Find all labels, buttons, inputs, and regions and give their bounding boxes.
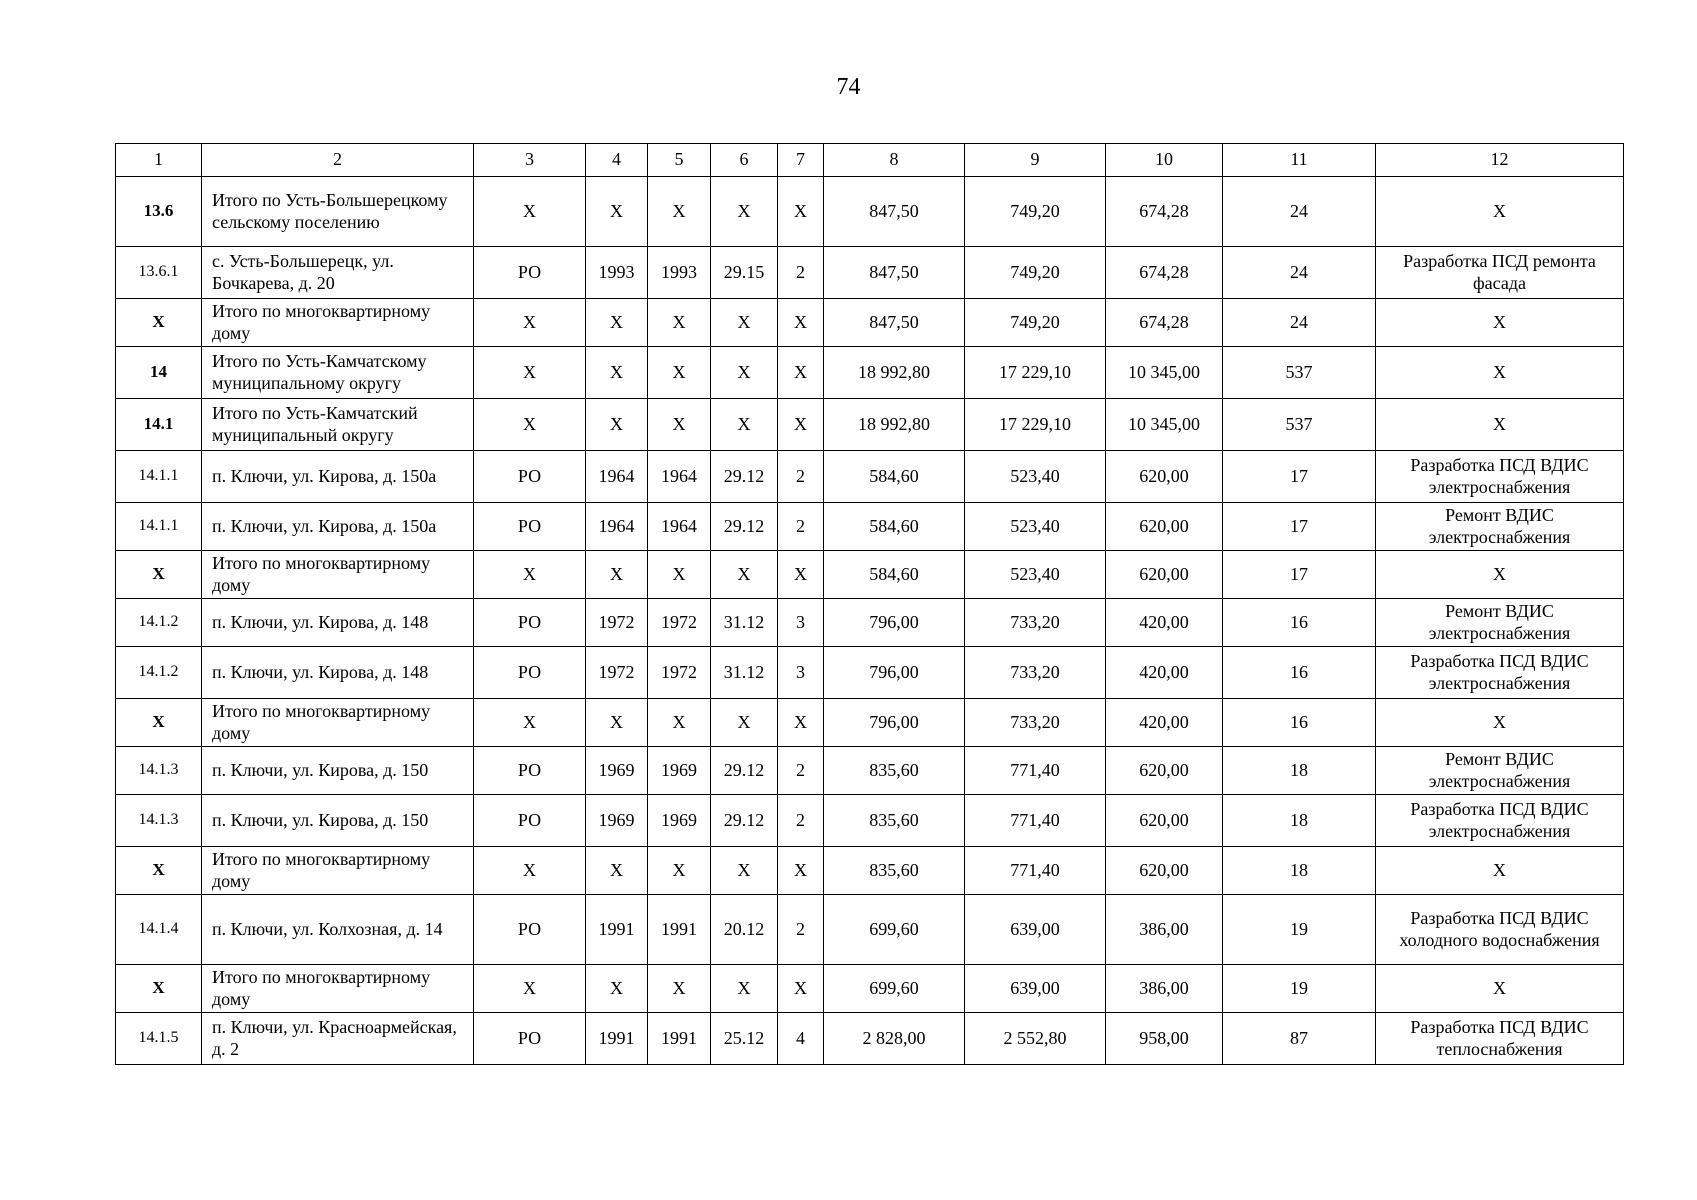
residents-cell: 24 xyxy=(1223,177,1376,247)
column-number: 4 xyxy=(586,144,648,177)
method-cell: Х xyxy=(474,847,586,895)
living-area-cell: 733,20 xyxy=(965,647,1106,699)
address-cell: п. Ключи, ул. Колхозная, д. 14 xyxy=(202,895,474,965)
total-area-cell: 847,50 xyxy=(824,247,965,299)
year-built-cell: 1991 xyxy=(586,1013,648,1065)
table-row xyxy=(116,451,1624,503)
item-number-cell: 14.1.2 xyxy=(116,599,202,647)
address-cell: с. Усть-Большерецк, ул. Бочкарева, д. 20 xyxy=(202,247,474,299)
table-row-subtotal xyxy=(116,965,1624,1013)
year-built-cell: 1969 xyxy=(586,747,648,795)
total-area-cell: 18 992,80 xyxy=(824,347,965,399)
total-area-cell: 584,60 xyxy=(824,551,965,599)
non-living-area-cell: 386,00 xyxy=(1106,965,1223,1013)
address-cell: Итого по многоквартирному дому xyxy=(202,847,474,895)
year-built-cell: Х xyxy=(586,399,648,451)
non-living-area-cell: 10 345,00 xyxy=(1106,347,1223,399)
living-area-cell: 771,40 xyxy=(965,847,1106,895)
column-number: 6 xyxy=(711,144,778,177)
address-cell: п. Ключи, ул. Кирова, д. 150 xyxy=(202,747,474,795)
work-type-cell: Х xyxy=(1376,399,1624,451)
address-cell: Итого по многоквартирному дому xyxy=(202,699,474,747)
column-number: 11 xyxy=(1223,144,1376,177)
non-living-area-cell: 674,28 xyxy=(1106,247,1223,299)
address-cell: Итого по Усть-Камчатский муниципальный округу xyxy=(202,399,474,451)
item-number-cell: Х xyxy=(116,699,202,747)
address-cell: п. Ключи, ул. Красноармейская, д. 2 xyxy=(202,1013,474,1065)
year-built-cell: Х xyxy=(586,551,648,599)
address-cell: п. Ключи, ул. Кирова, д. 148 xyxy=(202,599,474,647)
table-row xyxy=(116,795,1624,847)
column-number: 12 xyxy=(1376,144,1624,177)
address-cell: п. Ключи, ул. Кирова, д. 148 xyxy=(202,647,474,699)
floors-cell: 2 xyxy=(778,503,824,551)
table-row-subtotal xyxy=(116,177,1624,247)
method-cell: РО xyxy=(474,895,586,965)
non-living-area-cell: 620,00 xyxy=(1106,551,1223,599)
item-number-cell: 14.1.3 xyxy=(116,795,202,847)
year-commissioned-cell: Х xyxy=(648,399,711,451)
total-area-cell: 584,60 xyxy=(824,503,965,551)
column-number: 10 xyxy=(1106,144,1223,177)
year-commissioned-cell: 1972 xyxy=(648,599,711,647)
wall-material-cell: Х xyxy=(711,965,778,1013)
residents-cell: 24 xyxy=(1223,299,1376,347)
work-type-cell: Х xyxy=(1376,177,1624,247)
year-commissioned-cell: 1964 xyxy=(648,503,711,551)
work-type-cell: Х xyxy=(1376,347,1624,399)
column-number: 2 xyxy=(202,144,474,177)
living-area-cell: 17 229,10 xyxy=(965,399,1106,451)
wall-material-cell: Х xyxy=(711,699,778,747)
method-cell: РО xyxy=(474,451,586,503)
total-area-cell: 835,60 xyxy=(824,747,965,795)
year-built-cell: Х xyxy=(586,347,648,399)
total-area-cell: 2 828,00 xyxy=(824,1013,965,1065)
method-cell: Х xyxy=(474,347,586,399)
residents-cell: 18 xyxy=(1223,747,1376,795)
year-commissioned-cell: Х xyxy=(648,551,711,599)
living-area-cell: 639,00 xyxy=(965,965,1106,1013)
table-row xyxy=(116,1013,1624,1065)
non-living-area-cell: 420,00 xyxy=(1106,599,1223,647)
method-cell: РО xyxy=(474,599,586,647)
table-row xyxy=(116,247,1624,299)
wall-material-cell: 29.12 xyxy=(711,795,778,847)
method-cell: Х xyxy=(474,399,586,451)
column-number: 5 xyxy=(648,144,711,177)
year-commissioned-cell: 1991 xyxy=(648,895,711,965)
floors-cell: 2 xyxy=(778,747,824,795)
wall-material-cell: 29.12 xyxy=(711,503,778,551)
wall-material-cell: 29.15 xyxy=(711,247,778,299)
floors-cell: 2 xyxy=(778,795,824,847)
table-row-subtotal xyxy=(116,699,1624,747)
item-number-cell: Х xyxy=(116,299,202,347)
work-type-cell: Х xyxy=(1376,551,1624,599)
wall-material-cell: 29.12 xyxy=(711,747,778,795)
non-living-area-cell: 420,00 xyxy=(1106,647,1223,699)
living-area-cell: 2 552,80 xyxy=(965,1013,1106,1065)
year-built-cell: 1964 xyxy=(586,503,648,551)
year-built-cell: 1964 xyxy=(586,451,648,503)
item-number-cell: Х xyxy=(116,551,202,599)
residents-cell: 537 xyxy=(1223,347,1376,399)
year-commissioned-cell: Х xyxy=(648,965,711,1013)
total-area-cell: 796,00 xyxy=(824,699,965,747)
year-commissioned-cell: 1969 xyxy=(648,795,711,847)
floors-cell: 3 xyxy=(778,647,824,699)
wall-material-cell: Х xyxy=(711,177,778,247)
wall-material-cell: Х xyxy=(711,399,778,451)
year-commissioned-cell: 1991 xyxy=(648,1013,711,1065)
item-number-cell: 14 xyxy=(116,347,202,399)
floors-cell: Х xyxy=(778,177,824,247)
living-area-cell: 639,00 xyxy=(965,895,1106,965)
non-living-area-cell: 620,00 xyxy=(1106,847,1223,895)
non-living-area-cell: 420,00 xyxy=(1106,699,1223,747)
living-area-cell: 749,20 xyxy=(965,247,1106,299)
residents-cell: 24 xyxy=(1223,247,1376,299)
capital-repair-table xyxy=(115,143,1624,1065)
floors-cell: Х xyxy=(778,965,824,1013)
table-row-subtotal xyxy=(116,847,1624,895)
floors-cell: Х xyxy=(778,699,824,747)
floors-cell: 3 xyxy=(778,599,824,647)
residents-cell: 19 xyxy=(1223,965,1376,1013)
living-area-cell: 771,40 xyxy=(965,795,1106,847)
non-living-area-cell: 10 345,00 xyxy=(1106,399,1223,451)
year-built-cell: Х xyxy=(586,177,648,247)
method-cell: РО xyxy=(474,1013,586,1065)
living-area-cell: 771,40 xyxy=(965,747,1106,795)
item-number-cell: 14.1.5 xyxy=(116,1013,202,1065)
total-area-cell: 18 992,80 xyxy=(824,399,965,451)
total-area-cell: 847,50 xyxy=(824,177,965,247)
wall-material-cell: 20.12 xyxy=(711,895,778,965)
work-type-cell: Х xyxy=(1376,299,1624,347)
total-area-cell: 796,00 xyxy=(824,647,965,699)
address-cell: Итого по многоквартирному дому xyxy=(202,551,474,599)
total-area-cell: 835,60 xyxy=(824,795,965,847)
method-cell: РО xyxy=(474,503,586,551)
year-commissioned-cell: 1972 xyxy=(648,647,711,699)
living-area-cell: 733,20 xyxy=(965,599,1106,647)
non-living-area-cell: 674,28 xyxy=(1106,299,1223,347)
page-number: 74 xyxy=(836,74,861,100)
wall-material-cell: 29.12 xyxy=(711,451,778,503)
year-built-cell: 1993 xyxy=(586,247,648,299)
table-row-subtotal xyxy=(116,299,1624,347)
item-number-cell: 14.1.2 xyxy=(116,647,202,699)
work-type-cell: Х xyxy=(1376,699,1624,747)
total-area-cell: 699,60 xyxy=(824,895,965,965)
work-type-cell: Разработка ПСД ВДИС электроснабжения xyxy=(1376,795,1624,847)
table-row-subtotal xyxy=(116,399,1624,451)
wall-material-cell: Х xyxy=(711,299,778,347)
column-number: 1 xyxy=(116,144,202,177)
year-built-cell: Х xyxy=(586,847,648,895)
non-living-area-cell: 620,00 xyxy=(1106,503,1223,551)
living-area-cell: 523,40 xyxy=(965,451,1106,503)
table-row xyxy=(116,895,1624,965)
address-cell: Итого по Усть-Камчатскому муниципальному округу xyxy=(202,347,474,399)
non-living-area-cell: 958,00 xyxy=(1106,1013,1223,1065)
work-type-cell: Разработка ПСД ремонта фасада xyxy=(1376,247,1624,299)
work-type-cell: Ремонт ВДИС электроснабжения xyxy=(1376,747,1624,795)
year-commissioned-cell: 1964 xyxy=(648,451,711,503)
item-number-cell: 14.1.4 xyxy=(116,895,202,965)
table-row xyxy=(116,599,1624,647)
column-number: 3 xyxy=(474,144,586,177)
residents-cell: 19 xyxy=(1223,895,1376,965)
total-area-cell: 847,50 xyxy=(824,299,965,347)
residents-cell: 18 xyxy=(1223,847,1376,895)
method-cell: Х xyxy=(474,965,586,1013)
living-area-cell: 523,40 xyxy=(965,551,1106,599)
year-commissioned-cell: Х xyxy=(648,699,711,747)
floors-cell: 2 xyxy=(778,451,824,503)
wall-material-cell: 25.12 xyxy=(711,1013,778,1065)
total-area-cell: 835,60 xyxy=(824,847,965,895)
year-built-cell: Х xyxy=(586,299,648,347)
table-row xyxy=(116,503,1624,551)
address-cell: Итого по Усть-Большерецкому сельскому поселению xyxy=(202,177,474,247)
work-type-cell: Ремонт ВДИС электроснабжения xyxy=(1376,599,1624,647)
year-built-cell: Х xyxy=(586,965,648,1013)
table-body xyxy=(116,144,1624,1065)
table-row xyxy=(116,747,1624,795)
non-living-area-cell: 674,28 xyxy=(1106,177,1223,247)
total-area-cell: 699,60 xyxy=(824,965,965,1013)
year-commissioned-cell: 1993 xyxy=(648,247,711,299)
item-number-cell: 14.1.1 xyxy=(116,503,202,551)
year-commissioned-cell: Х xyxy=(648,847,711,895)
floors-cell: Х xyxy=(778,399,824,451)
residents-cell: 87 xyxy=(1223,1013,1376,1065)
year-commissioned-cell: Х xyxy=(648,299,711,347)
residents-cell: 16 xyxy=(1223,599,1376,647)
method-cell: РО xyxy=(474,247,586,299)
living-area-cell: 749,20 xyxy=(965,299,1106,347)
table-row xyxy=(116,647,1624,699)
column-number: 8 xyxy=(824,144,965,177)
work-type-cell: Х xyxy=(1376,965,1624,1013)
floors-cell: 4 xyxy=(778,1013,824,1065)
residents-cell: 17 xyxy=(1223,451,1376,503)
non-living-area-cell: 620,00 xyxy=(1106,747,1223,795)
column-number: 9 xyxy=(965,144,1106,177)
year-commissioned-cell: 1969 xyxy=(648,747,711,795)
item-number-cell: Х xyxy=(116,965,202,1013)
non-living-area-cell: 386,00 xyxy=(1106,895,1223,965)
item-number-cell: Х xyxy=(116,847,202,895)
work-type-cell: Разработка ПСД ВДИС электроснабжения xyxy=(1376,451,1624,503)
floors-cell: 2 xyxy=(778,247,824,299)
wall-material-cell: Х xyxy=(711,847,778,895)
living-area-cell: 733,20 xyxy=(965,699,1106,747)
year-built-cell: 1972 xyxy=(586,647,648,699)
address-cell: Итого по многоквартирному дому xyxy=(202,965,474,1013)
method-cell: Х xyxy=(474,699,586,747)
residents-cell: 17 xyxy=(1223,551,1376,599)
residents-cell: 537 xyxy=(1223,399,1376,451)
non-living-area-cell: 620,00 xyxy=(1106,451,1223,503)
residents-cell: 17 xyxy=(1223,503,1376,551)
floors-cell: Х xyxy=(778,347,824,399)
address-cell: п. Ключи, ул. Кирова, д. 150а xyxy=(202,503,474,551)
living-area-cell: 17 229,10 xyxy=(965,347,1106,399)
method-cell: Х xyxy=(474,551,586,599)
year-commissioned-cell: Х xyxy=(648,347,711,399)
residents-cell: 16 xyxy=(1223,699,1376,747)
residents-cell: 18 xyxy=(1223,795,1376,847)
work-type-cell: Разработка ПСД ВДИС теплоснабжения xyxy=(1376,1013,1624,1065)
work-type-cell: Ремонт ВДИС электроснабжения xyxy=(1376,503,1624,551)
total-area-cell: 796,00 xyxy=(824,599,965,647)
floors-cell: Х xyxy=(778,299,824,347)
address-cell: Итого по многоквартирному дому xyxy=(202,299,474,347)
year-built-cell: 1969 xyxy=(586,795,648,847)
table-row-subtotal xyxy=(116,347,1624,399)
method-cell: Х xyxy=(474,177,586,247)
method-cell: РО xyxy=(474,747,586,795)
year-commissioned-cell: Х xyxy=(648,177,711,247)
work-type-cell: Х xyxy=(1376,847,1624,895)
year-built-cell: 1972 xyxy=(586,599,648,647)
wall-material-cell: 31.12 xyxy=(711,647,778,699)
address-cell: п. Ключи, ул. Кирова, д. 150 xyxy=(202,795,474,847)
item-number-cell: 14.1 xyxy=(116,399,202,451)
work-type-cell: Разработка ПСД ВДИС электроснабжения xyxy=(1376,647,1624,699)
floors-cell: Х xyxy=(778,847,824,895)
address-cell: п. Ключи, ул. Кирова, д. 150а xyxy=(202,451,474,503)
year-built-cell: Х xyxy=(586,699,648,747)
method-cell: РО xyxy=(474,795,586,847)
total-area-cell: 584,60 xyxy=(824,451,965,503)
table-row-subtotal xyxy=(116,551,1624,599)
item-number-cell: 14.1.3 xyxy=(116,747,202,795)
year-built-cell: 1991 xyxy=(586,895,648,965)
column-number: 7 xyxy=(778,144,824,177)
column-number-row xyxy=(116,144,1624,177)
floors-cell: 2 xyxy=(778,895,824,965)
item-number-cell: 13.6 xyxy=(116,177,202,247)
non-living-area-cell: 620,00 xyxy=(1106,795,1223,847)
wall-material-cell: Х xyxy=(711,551,778,599)
wall-material-cell: Х xyxy=(711,347,778,399)
wall-material-cell: 31.12 xyxy=(711,599,778,647)
method-cell: РО xyxy=(474,647,586,699)
floors-cell: Х xyxy=(778,551,824,599)
living-area-cell: 523,40 xyxy=(965,503,1106,551)
work-type-cell: Разработка ПСД ВДИС холодного водоснабжения xyxy=(1376,895,1624,965)
item-number-cell: 13.6.1 xyxy=(116,247,202,299)
residents-cell: 16 xyxy=(1223,647,1376,699)
item-number-cell: 14.1.1 xyxy=(116,451,202,503)
method-cell: Х xyxy=(474,299,586,347)
living-area-cell: 749,20 xyxy=(965,177,1106,247)
